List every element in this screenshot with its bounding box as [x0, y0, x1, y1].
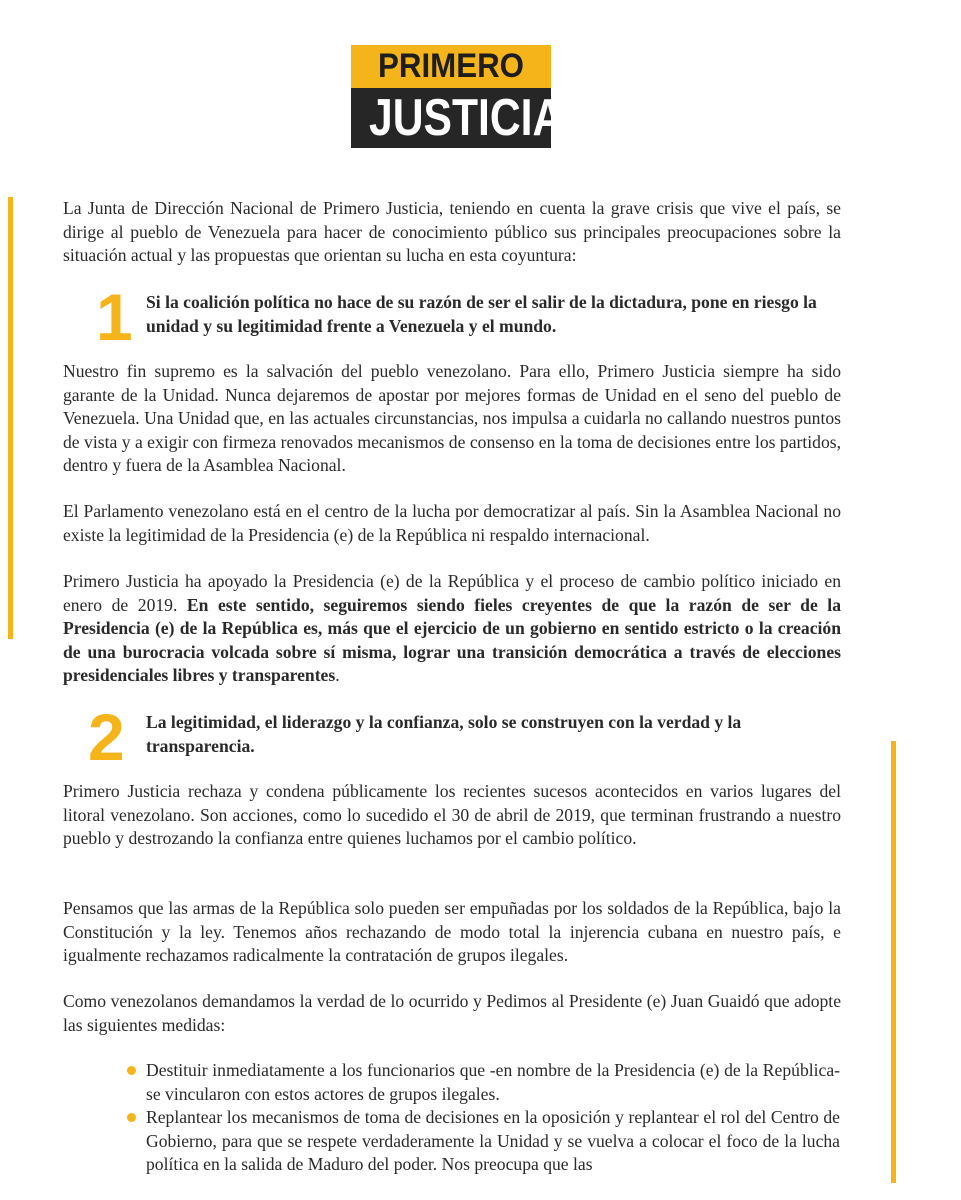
point-2-number: 2 [88, 700, 125, 774]
point-1-paragraph-1: Nuestro fin supremo es la salvación del pueblo venezolano. Para ello, Primero Justicia siempre ha sido garante de la Unidad. Nunca dejaremos de apostar por mejores formas de Unidad en el seno del pueblo de Venezuela. Una Unidad que, en las actuales circunstancias, nos impulsa a cuidarla no callando nuestros puntos de vista y a exigir con firmeza renovados mecanismos de consenso en la toma de decisiones entre los partidos, dentro y fuera de la Asamblea Nacional. [63, 361, 841, 476]
left-accent-bar [8, 197, 13, 639]
point-2-paragraph-2: Pensamos que las armas de la República solo pueden ser empuñadas por los soldados de la República, bajo la Constitución y la ley. Tenemos años rechazando de modo total la injerencia cubana en nuestro país, e igualmente rechazamos radicalmente la contratación de grupos ilegales. [63, 898, 841, 966]
paragraph-3-bold: En este sentido, seguiremos siendo fieles creyentes de que la razón de ser de la Presidencia (e) de la República es, más que el ejercicio de un gobierno en sentido estricto o la creación de una burocracia volcada sobre sí misma, lograr una transición democrática a través de elecciones presidenciales libres y transparentes [63, 594, 841, 686]
logo-top-band [351, 45, 551, 88]
bullet-dot [127, 1113, 136, 1122]
bullet-text: Destituir inmediatamente a los funcionarios que -en nombre de la Presidencia (e) de la República- se vincularon con estos actores de grupos ilegales. [146, 1060, 840, 1104]
primero-justicia-logo [351, 45, 564, 148]
logo-bottom-band [351, 88, 564, 148]
paragraph-3-plain: Primero Justicia ha apoyado la Presidencia (e) de la República y el proceso de cambio político iniciado en enero de 2019. [63, 571, 841, 615]
list-item [146, 1059, 840, 1106]
point-2-paragraph-1: Primero Justicia rechaza y condena públicamente los recientes sucesos acontecidos en varios lugares del litoral venezolano. Son acciones, como lo sucedido el 30 de abril de 2019, que terminan frustrando a nuestro pueblo y destrozando la confianza entre quienes luchamos por el cambio político. [63, 781, 841, 849]
logo-line-2: JUSTICIA [369, 89, 564, 147]
list-item [146, 1106, 840, 1177]
point-1-number: 1 [96, 280, 133, 354]
point-1-paragraph-2: El Parlamento venezolano está en el centro de la lucha por democratizar al país. Sin la Asamblea Nacional no existe la legitimidad de la Presidencia (e) de la República ni respaldo internacional. [63, 501, 841, 545]
point-2-paragraph-3: Como venezolanos demandamos la verdad de lo ocurrido y Pedimos al Presidente (e) Juan Guaidó que adopte las siguientes medidas: [63, 991, 841, 1035]
right-accent-bar [891, 741, 896, 1183]
bullet-text: Replantear los mecanismos de toma de decisiones en la oposición y replantear el rol del Centro de Gobierno, para que se respete verdaderamente la Unidad y se vuelva a colocar el foco de la lucha política en la salida de Maduro del poder. Nos preocupa que las [146, 1107, 840, 1175]
point-1-paragraph-3 [63, 570, 841, 688]
intro-paragraph: La Junta de Dirección Nacional de Primero Justicia, teniendo en cuenta la grave crisis que vive el país, se dirige al pueblo de Venezuela para hacer de conocimiento público sus principales preocupaciones sobre la situación actual y las propuestas que orientan su lucha en esta coyuntura: [63, 198, 841, 266]
point-2-heading: La legitimidad, el liderazgo y la confianza, solo se construyen con la verdad y la transparencia. [146, 712, 742, 756]
paragraph-3-end: . [335, 665, 340, 686]
logo-line-1: PRIMERO [378, 47, 524, 85]
point-1-heading: Si la coalición política no hace de su razón de ser el salir de la dictadura, pone en riesgo la unidad y su legitimidad frente a Venezuela y el mundo. [146, 292, 817, 336]
bullet-dot [127, 1066, 136, 1075]
